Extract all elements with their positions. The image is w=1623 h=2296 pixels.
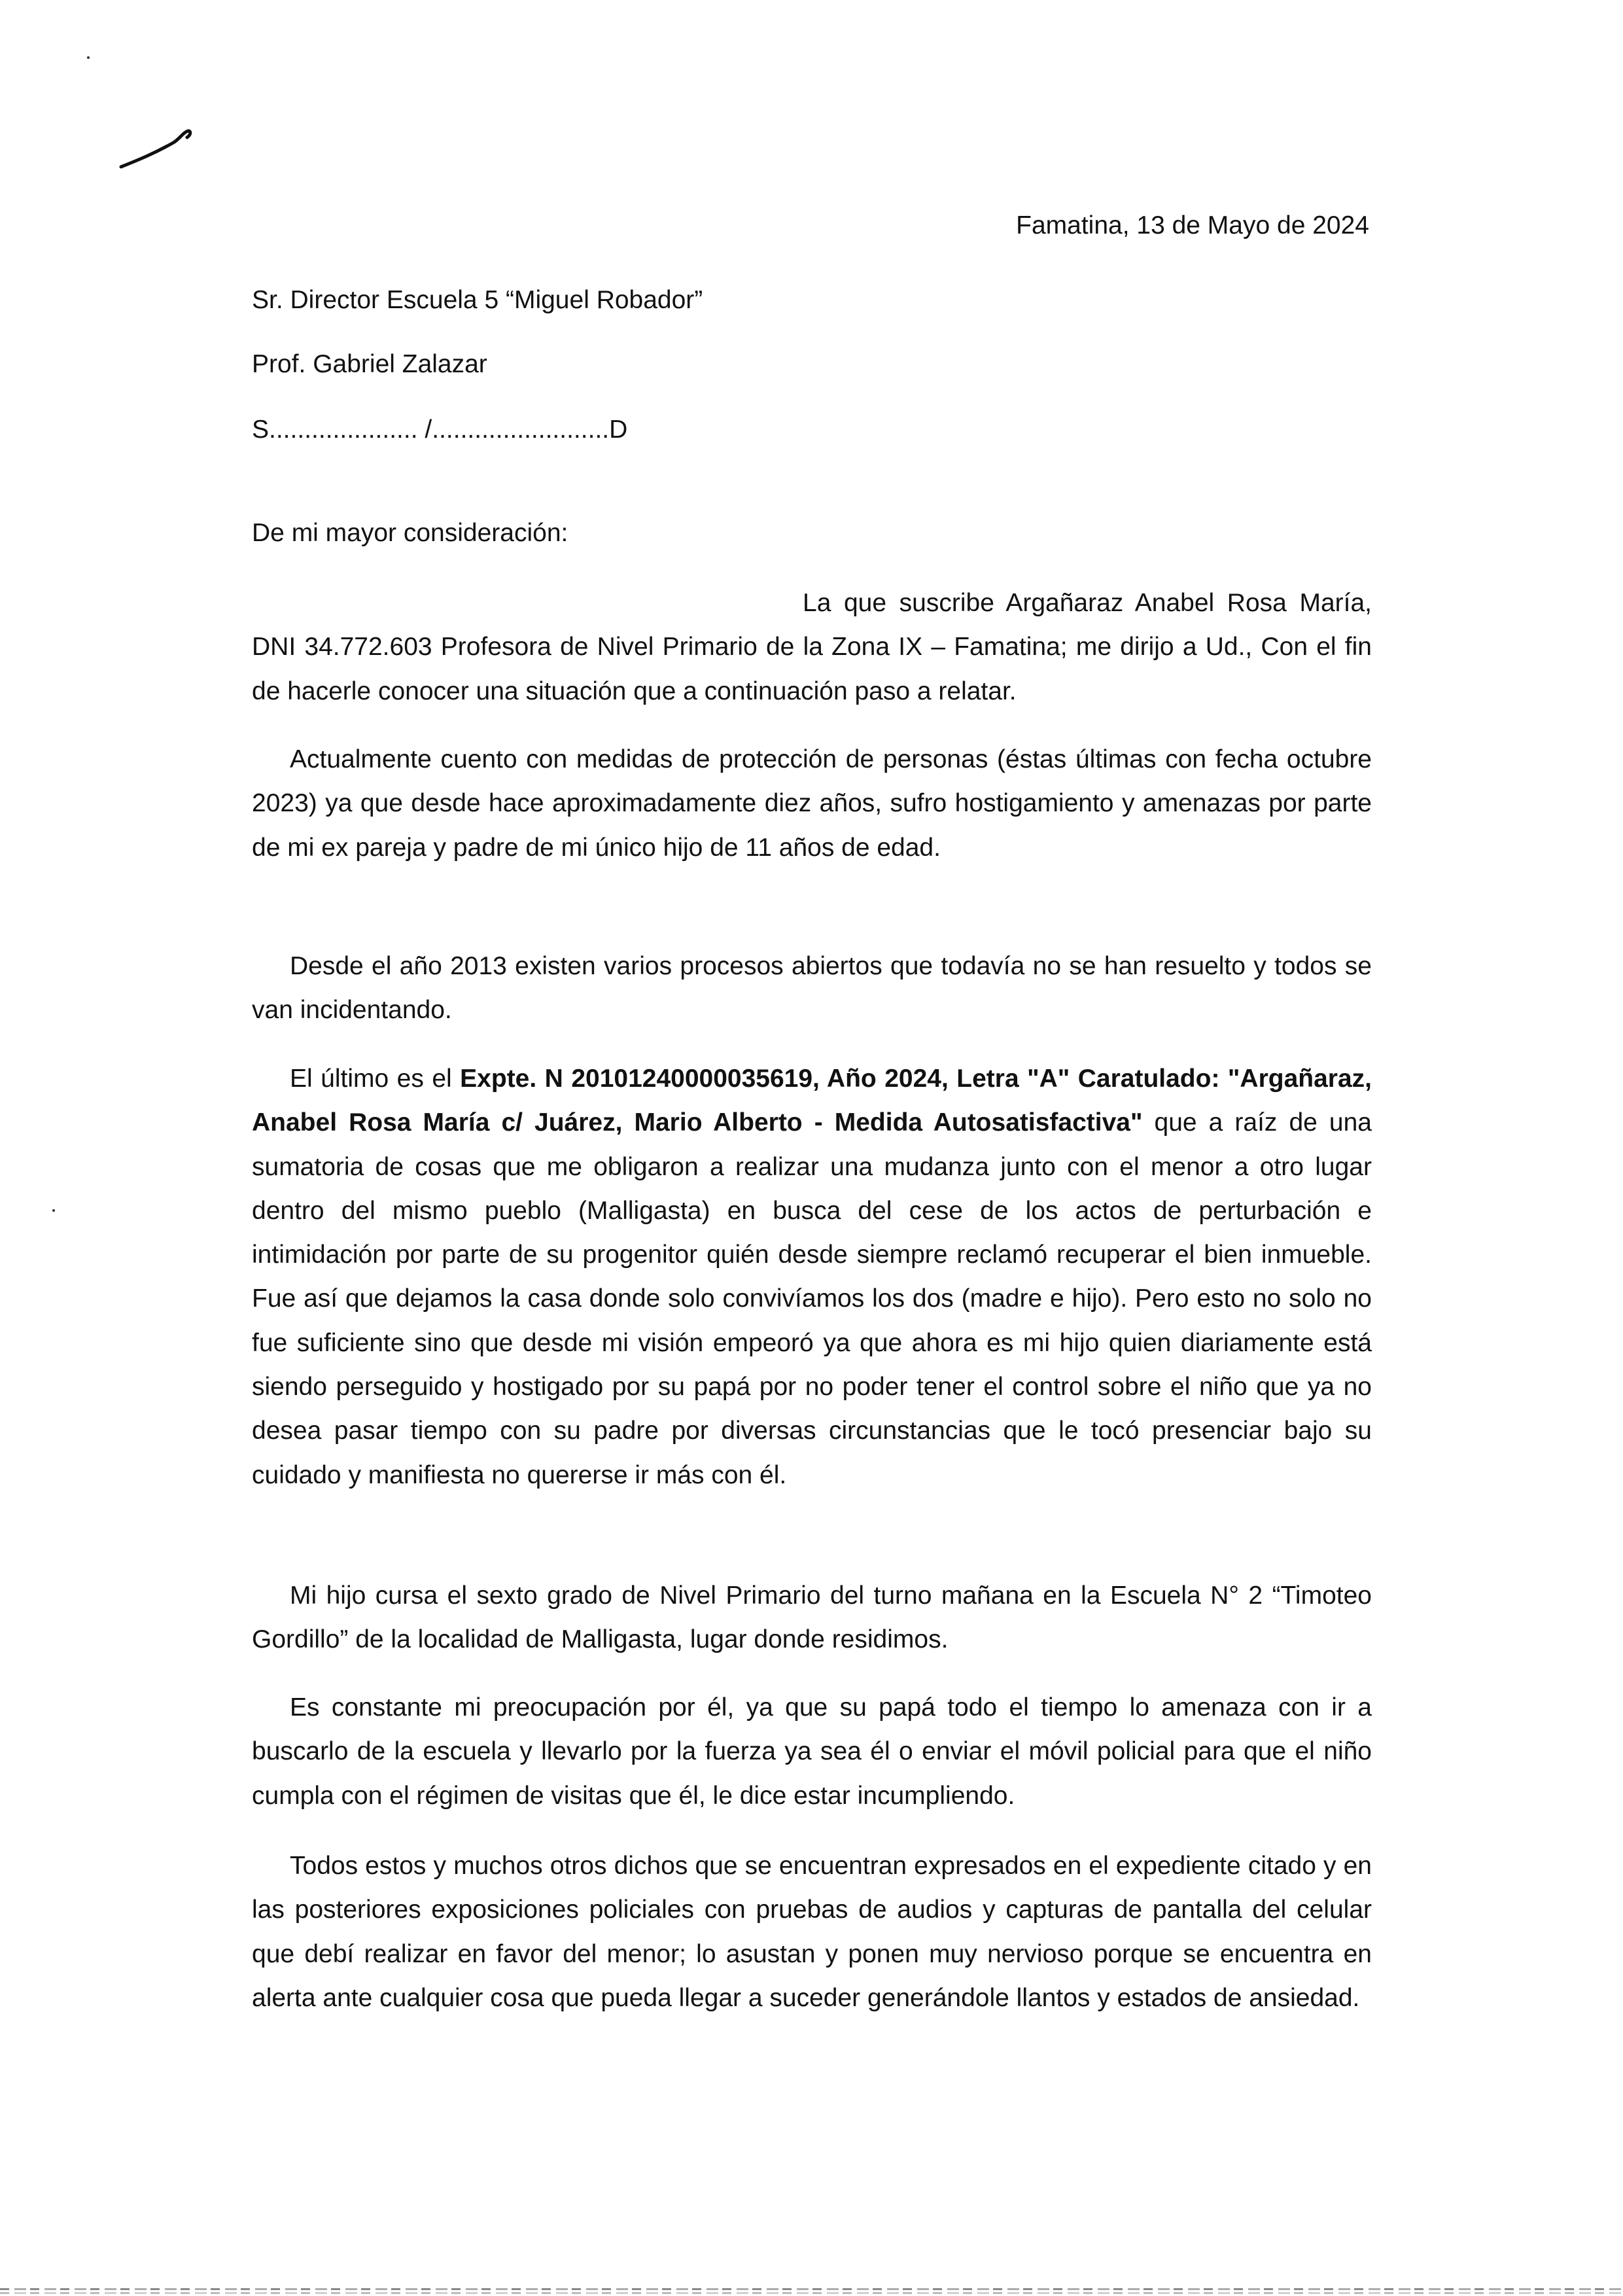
paragraph-3: Desde el año 2013 existen varios procesos abiertos que todavía no se han resuelto y todos se van incidentando.	[252, 952, 1372, 1025]
paragraph-6: Es constante mi preocupación por él, ya que su papá todo el tiempo lo amenaza con ir a buscarlo de la escuela y llevarlo por la fuerza ya sea él o enviar el móvil policial para que el niño cumpla con el régimen de visitas que él, le dice estar incumpliendo.	[252, 1693, 1372, 1810]
paragraph-7: Todos estos y muchos otros dichos que se encuentran expresados en el expediente citado y en las posteriores exposiciones policiales con pruebas de audios y capturas de pantalla del celular que debí realizar en favor del menor; lo asustan y ponen muy nervioso porque se encuentra en alerta ante cualquier cosa que pueda llegar a suceder generándole llantos y estados de ansiedad.	[252, 1852, 1372, 2012]
scan-speck	[52, 1209, 55, 1212]
place-date: Famatina, 13 de Mayo de 2024	[1016, 211, 1369, 239]
paragraph-5: Mi hijo cursa el sexto grado de Nivel Primario del turno mañana en la Escuela N° 2 “Timoteo Gordillo” de la localidad de Malligasta, lugar donde residimos.	[252, 1581, 1372, 1654]
paragraph-2: Actualmente cuento con medidas de protección de personas (éstas últimas con fecha octubre 2023) ya que desde hace aproximadamente diez años, sufro hostigamiento y amenazas por parte de mi ex pareja y padre de mi único hijo de 11 años de edad.	[252, 745, 1372, 862]
recipient-line-2: Prof. Gabriel Zalazar	[252, 350, 487, 378]
paragraph-4	[252, 1057, 1372, 1497]
recipient-line-1: Sr. Director Escuela 5 “Miguel Robador”	[252, 286, 703, 314]
salutation: De mi mayor consideración:	[252, 519, 568, 547]
paragraph-1: La que suscribe Argañaraz Anabel Rosa María, DNI 34.772.603 Profesora de Nivel Primario de la Zona IX – Famatina; me dirijo a Ud., Con el fin de hacerle conocer una situación que a continuación paso a relatar.	[252, 589, 1372, 705]
paragraph-4-intro: El último es el	[290, 1065, 461, 1093]
recipient-line-3: S..................... /.........................D	[252, 415, 628, 444]
pen-stroke-mark	[118, 124, 196, 177]
scan-speck	[87, 56, 90, 59]
scan-bottom-edge	[0, 2288, 1623, 2290]
paragraph-4-rest: que a raíz de una sumatoria de cosas que me obligaron a realizar una mudanza junto con el menor a otro lugar dentro del mismo pueblo (Malligasta) en busca del cese de los actos de perturbación e intimidación por parte de su progenitor quién desde siempre reclamó recuperar el bien inmueble. Fue así que dejamos la casa donde solo convivíamos los dos (madre e hijo). Pero esto no solo no fue suficiente sino que desde mi visión empeoró ya que ahora es mi hijo quien diariamente está siendo perseguido y hostigado por su papá por no poder tener el control sobre el niño que ya no desea pasar tiempo con su padre por diversas circunstancias que le tocó presenciar bajo su cuidado y manifiesta no quererse ir más con él.	[252, 1108, 1372, 1489]
case-reference: Expte. N 20101240000035619, Año 2024, Letra "A" Caratulado: "Argañaraz, Anabel Rosa María c/ Juárez, Mario Alberto - Medida Autosatisfactiva"	[252, 1065, 1372, 1137]
scan-bottom-edge	[0, 2292, 1623, 2294]
